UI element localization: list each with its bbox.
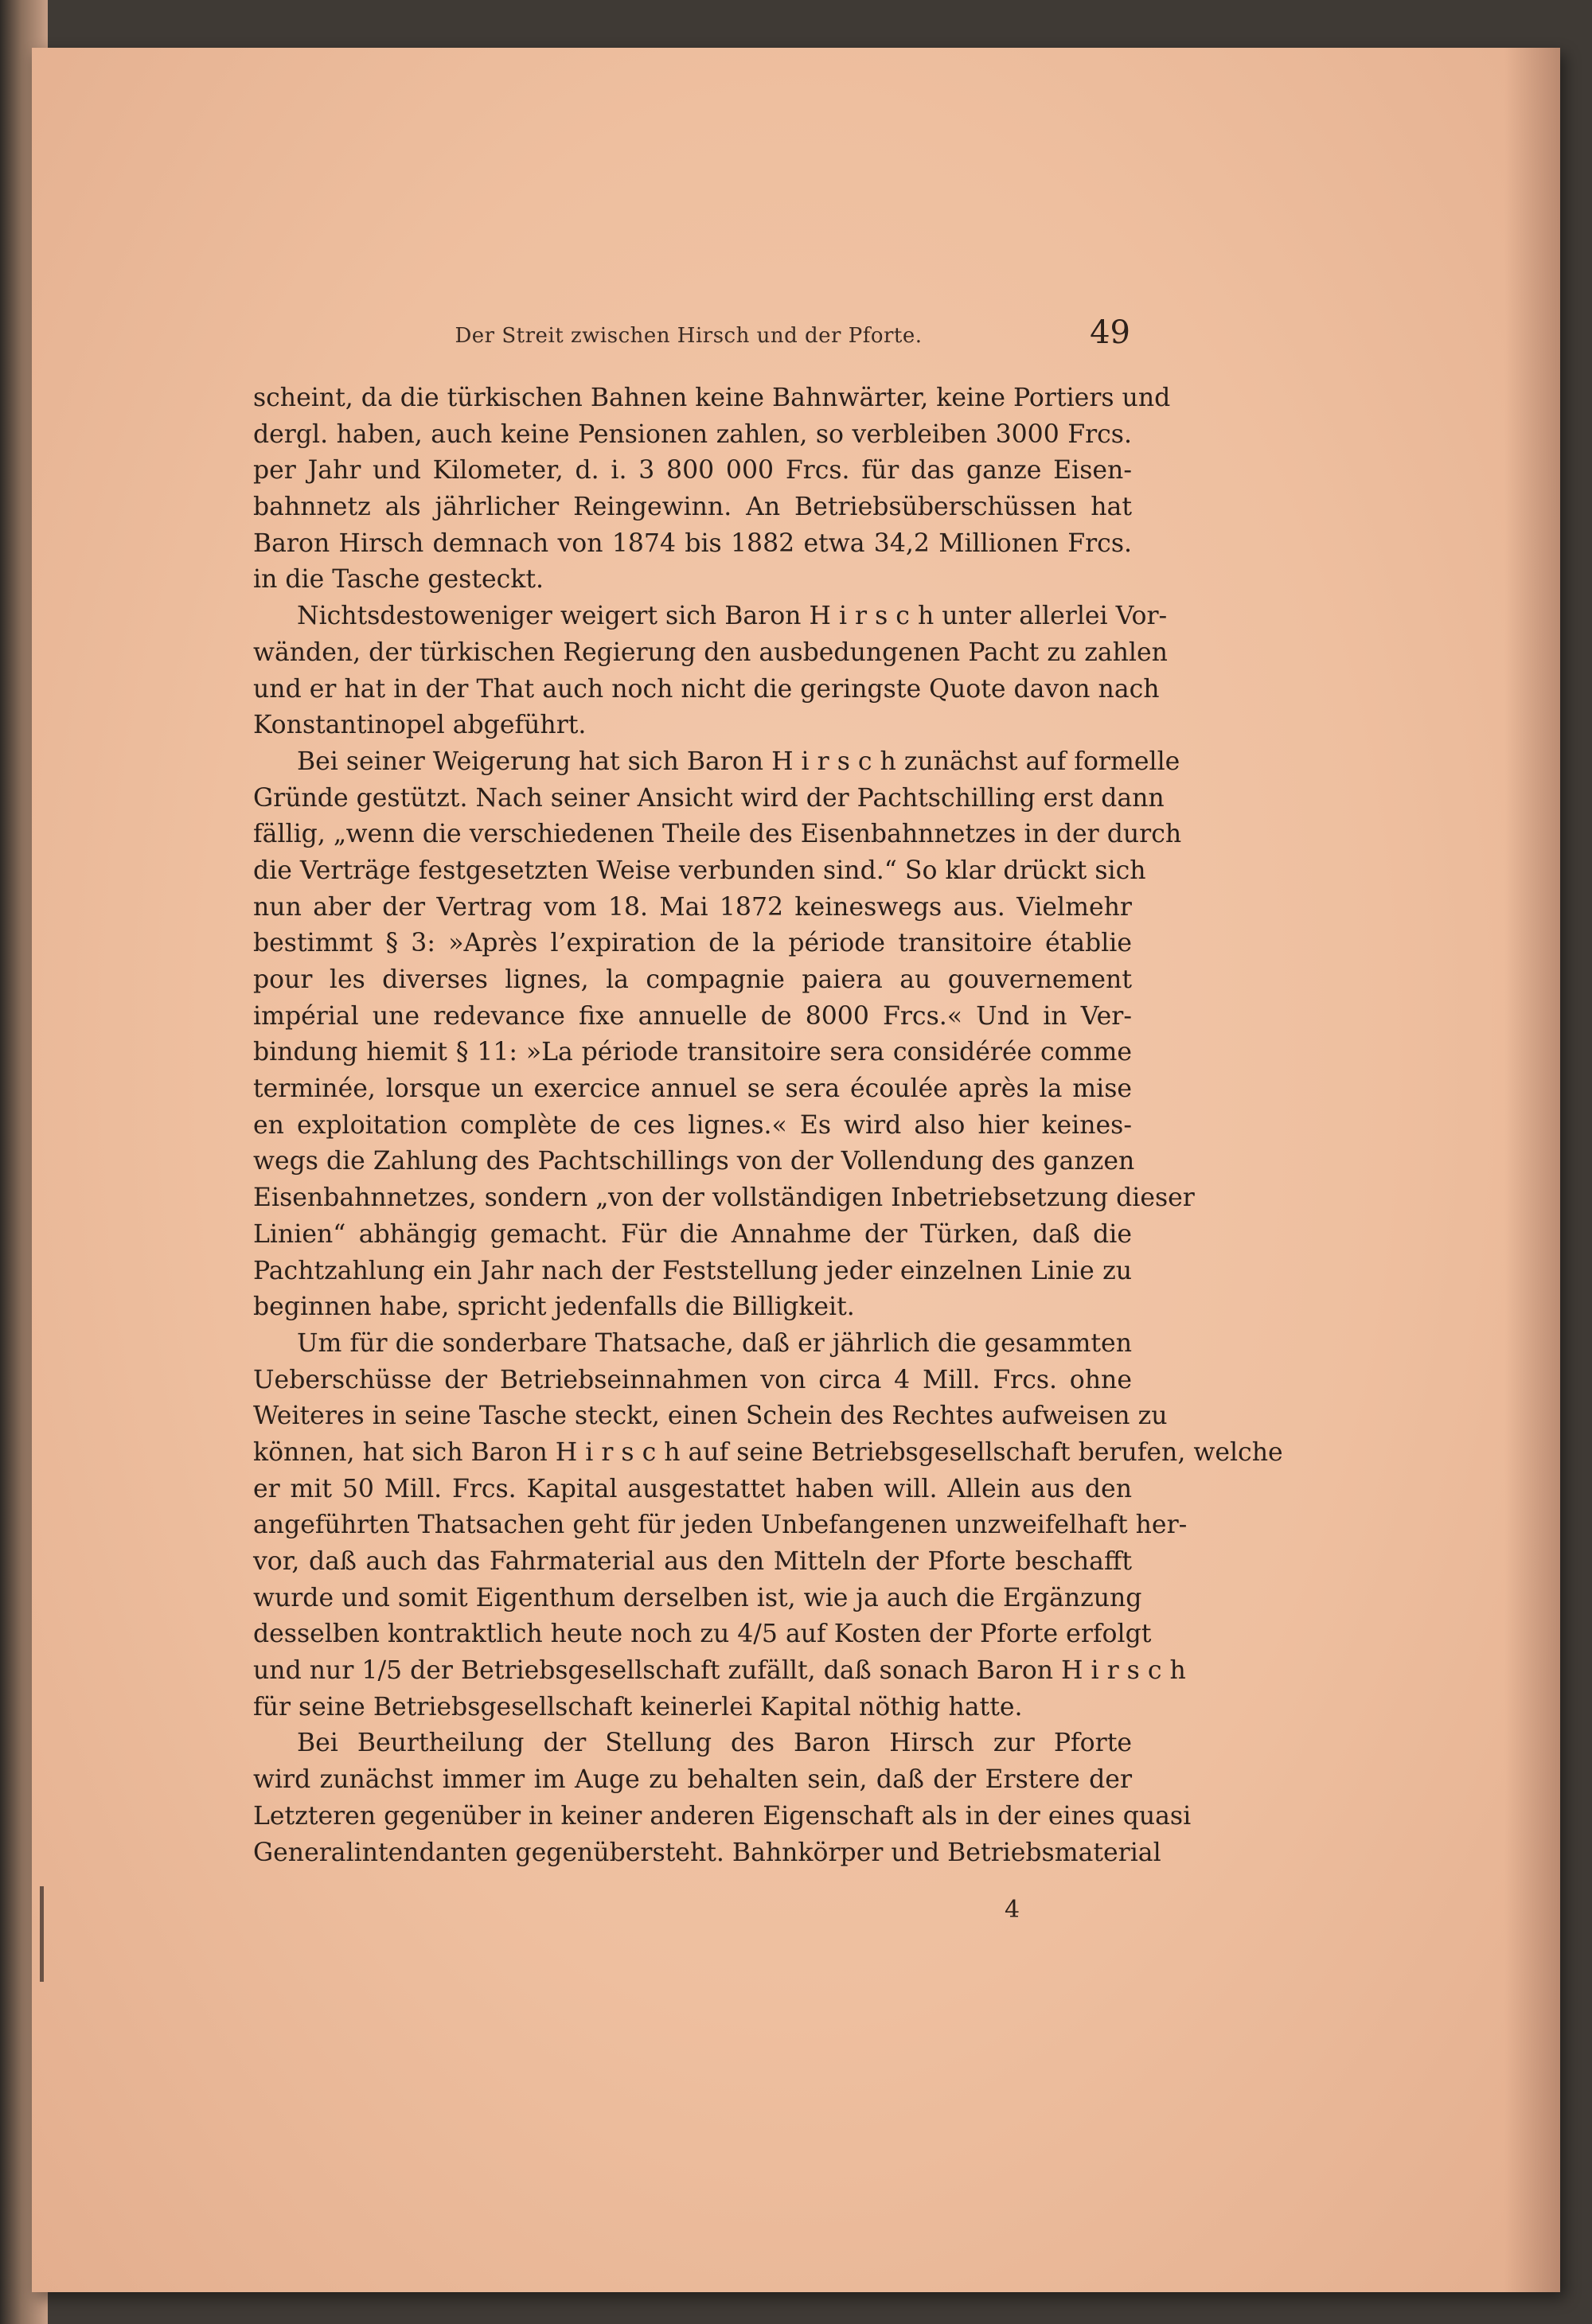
text-line: Gründe gestützt. Nach seiner Ansicht wird der Pachtschilling erst dann (253, 783, 1165, 813)
text-line: beginnen habe, spricht jedenfalls die Billigkeit. (253, 1293, 855, 1322)
text-line: bahnnetz als jährlicher Reingewinn. An Betriebsüberschüssen hat (253, 493, 1132, 522)
text-line: nun aber der Vertrag vom 18. Mai 1872 keineswegs aus. Vielmehr (253, 892, 1132, 922)
text-line: scheint, da die türkischen Bahnen keine Bahnwärter, keine Portiers und (253, 384, 1171, 412)
margin-mark (40, 1886, 44, 1982)
text-line: Eisenbahnnetzes, sondern „von der vollständigen Inbetriebsetzung dieser (253, 1183, 1195, 1213)
text-line: Baron Hirsch demnach von 1874 bis 1882 etwa 34,2 Millionen Frcs. (253, 528, 1132, 558)
text-line: terminée, lorsque un exercice annuel se sera écoulée après la mise (253, 1074, 1132, 1104)
text-line: Generalintendanten gegenübersteht. Bahnkörper und Betriebsmaterial (253, 1838, 1161, 1867)
text-line: Letzteren gegenüber in keiner anderen Eigenschaft als in der eines quasi (253, 1801, 1192, 1831)
text-line: en exploitation complète de ces lignes.« Es wird also hier keines- (253, 1110, 1132, 1140)
text-line: können, hat sich Baron H i r s c h auf seine Betriebsgesellschaft berufen, welche (253, 1437, 1283, 1467)
text-line: für seine Betriebsgesellschaft keinerlei Kapital nöthig hatte. (253, 1692, 1023, 1722)
text-line: desselben kontraktlich heute noch zu 4/5 auf Kosten der Pforte erfolgt (253, 1620, 1152, 1649)
text-line: Bei seiner Weigerung hat sich Baron H i r s c h zunächst auf formelle (297, 747, 1180, 776)
signature-mark: 4 (1005, 1896, 1020, 1924)
text-line: Konstantinopel abgeführt. (253, 711, 587, 740)
text-line: pour les diverses lignes, la compagnie paiera au gouvernement (253, 965, 1132, 994)
text-line: angeführten Thatsachen geht für jeden Unbefangenen unzweifelhaft her- (253, 1511, 1188, 1540)
text-line: Ueberschüsse der Betriebseinnahmen von circa 4 Mill. Frcs. ohne (253, 1365, 1132, 1394)
text-line: Um für die sonderbare Thatsache, daß er jährlich die gesammten (297, 1328, 1132, 1358)
text-line: wegs die Zahlung des Pachtschillings von der Vollendung des ganzen (253, 1147, 1135, 1176)
text-line: Pachtzahlung ein Jahr nach der Feststellung jeder einzelnen Linie zu (253, 1256, 1132, 1285)
text-line: Bei Beurtheilung der Stellung des Baron Hirsch zur Pforte (297, 1729, 1132, 1758)
page-edge-shadow (1504, 48, 1560, 2292)
text-line: die Verträge festgesetzten Weise verbunden sind.“ So klar drückt sich (253, 856, 1146, 885)
running-title: Der Streit zwischen Hirsch und der Pforte. (455, 324, 923, 348)
text-line: wänden, der türkischen Regierung den ausbedungenen Pacht zu zahlen (253, 638, 1168, 667)
page-number: 49 (1090, 314, 1130, 351)
text-line: vor, daß auch das Fahrmaterial aus den Mitteln der Pforte beschafft (253, 1547, 1132, 1576)
text-line: bestimmt § 3: »Après l’expiration de la période transitoire établie (253, 929, 1132, 958)
text-line: wird zunächst immer im Auge zu behalten sein, daß der Erstere der (253, 1765, 1132, 1795)
text-line: impérial une redevance fixe annuelle de 8000 Frcs.« Und in Ver- (253, 1001, 1132, 1031)
text-line: dergl. haben, auch keine Pensionen zahlen, so verbleiben 3000 Frcs. (253, 419, 1132, 449)
text-line: fällig, „wenn die verschiedenen Theile des Eisenbahnnetzes in der durch (253, 820, 1182, 849)
text-line: Linien“ abhängig gemacht. Für die Annahme der Türken, daß die (253, 1219, 1132, 1249)
text-line: Weiteres in seine Tasche steckt, einen Schein des Rechtes aufweisen zu (253, 1402, 1168, 1431)
text-line: er mit 50 Mill. Frcs. Kapital ausgestattet haben will. Allein aus den (253, 1474, 1132, 1503)
text-line: Nichtsdestoweniger weigert sich Baron H i r s c h unter allerlei Vor- (297, 602, 1168, 631)
text-line: und er hat in der That auch noch nicht die geringste Quote davon nach (253, 674, 1160, 704)
body-text (253, 380, 1283, 1871)
text-line: bindung hiemit § 11: »La période transitoire sera considérée comme (253, 1038, 1132, 1067)
text-line: wurde und somit Eigenthum derselben ist, wie ja auch die Ergänzung (253, 1583, 1142, 1612)
text-line: in die Tasche gesteckt. (253, 565, 544, 595)
text-line: und nur 1/5 der Betriebsgesellschaft zufällt, daß sonach Baron H i r s c h (253, 1656, 1186, 1686)
page-header (247, 314, 1130, 362)
text-line: per Jahr und Kilometer, d. i. 3 800 000 Frcs. für das ganze Eisen- (253, 456, 1132, 485)
